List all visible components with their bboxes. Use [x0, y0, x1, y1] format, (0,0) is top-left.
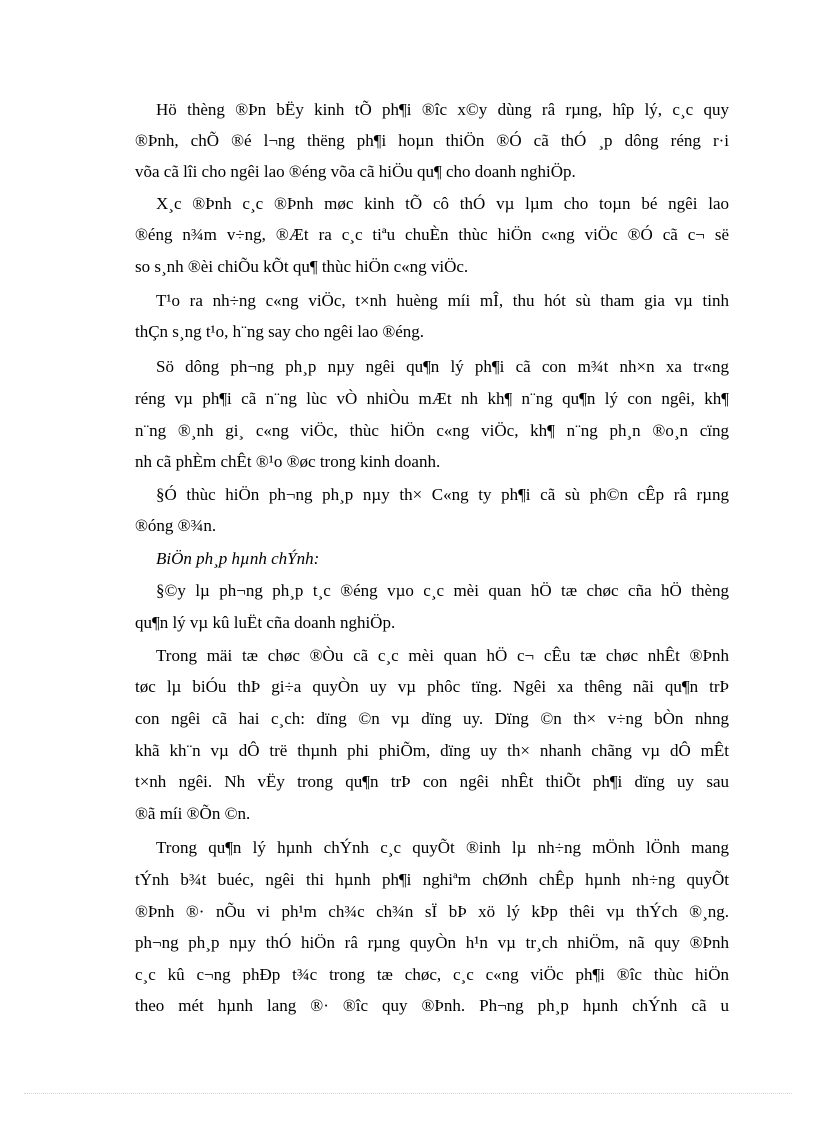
text-line: T¹o ra nh÷ng c«ng viÖc, t×nh huèng míi mÎ, thu hót sù tham gia vµ tinh [156, 291, 729, 310]
text-line: con ngêi cã hai c¸ch: dïng ©n vµ dïng uy. Dïng ©n th× v÷ng bÒn nhng [135, 709, 729, 728]
page-bottom-divider [24, 1093, 792, 1094]
text-line: Trong qu¶n lý hµnh chÝnh c¸c quyÕt ®inh lµ nh÷ng mÖnh lÖnh mang [156, 838, 729, 857]
text-line: réng vµ ph¶i cã n¨ng lùc vÒ nhiÒu mÆt nh kh¶ n¨ng qu¶n lý con ngêi, kh¶ [135, 389, 729, 408]
text-line: ®Þnh, chÕ ®é l¬ng thëng ph¶i hoµn thiÖn ®Ó cã thÓ ¸p dông réng r·i [135, 131, 729, 150]
text-line: ®éng n¾m v÷ng, ®Æt ra c¸c tiªu chuÈn thùc hiÖn c«ng viÖc ®Ó cã c¬ së [135, 225, 729, 244]
text-line: khã kh¨n vµ dÔ trë thµnh phi phiÕm, dïng uy th× nhanh chãng vµ dÔ mÊt [135, 741, 729, 760]
text-line: ®óng ®¾n. [135, 516, 217, 535]
text-line: Sö dông ph¬ng ph¸p nµy ngêi qu¶n lý ph¶i cã con m¾t nh×n xa tr«ng [156, 357, 729, 376]
text-line: thÇn s¸ng t¹o, h¨ng say cho ngêi lao ®éng. [135, 322, 425, 341]
text-line: ®Þnh ®· nÕu vi ph¹m ch¾c ch¾n sÏ bÞ xö lý kÞp thêi vµ thÝch ®¸ng. [135, 902, 729, 921]
text-line: t×nh ngêi. Nh vËy trong qu¶n trÞ con ngêi nhÊt thiÕt ph¶i dïng uy sau [135, 772, 729, 791]
section-heading: BiÖn ph¸p hµnh chÝnh: [156, 549, 320, 568]
text-line: c¸c kû c¬ng phÐp t¾c trong tæ chøc, c¸c c«ng viÖc ph¶i ®îc thùc hiÖn [135, 965, 729, 984]
text-line: theo mét hµnh lang ®· ®îc quy ®Þnh. Ph¬ng ph¸p hµnh chÝnh cã u [135, 996, 729, 1015]
text-line: Trong mäi tæ chøc ®Òu cã c¸c mèi quan hÖ c¬ cÊu tæ chøc nhÊt ®Þnh [156, 646, 729, 665]
text-line: §Ó thùc hiÖn ph¬ng ph¸p nµy th× C«ng ty ph¶i cã sù ph©n cÊp râ rµng [156, 485, 729, 504]
text-line: võa cã lîi cho ngêi lao ®éng võa cã hiÖu qu¶ cho doanh nghiÖp. [135, 162, 576, 181]
text-line: Hö thèng ®Þn bËy kinh tÕ ph¶i ®îc x©y dùng râ rµng, hîp lý, c¸c quy [156, 100, 729, 119]
text-line: tÝnh b¾t buéc, ngêi thi hµnh ph¶i nghiªm chØnh chÊp hµnh nh÷ng quyÕt [135, 870, 729, 889]
text-line: qu¶n lý vµ kû luËt cña doanh nghiÖp. [135, 613, 396, 632]
text-line: nh cã phÈm chÊt ®¹o ®øc trong kinh doanh. [135, 452, 441, 471]
text-line: so s¸nh ®èi chiÕu kÕt qu¶ thùc hiÖn c«ng viÖc. [135, 257, 469, 276]
text-line: ph¬ng ph¸p nµy thÓ hiÖn râ rµng quyÒn h¹n vµ tr¸ch nhiÖm, nã quy ®Þnh [135, 933, 729, 952]
text-line: ®ã míi ®Õn ©n. [135, 804, 251, 823]
text-line: §©y lµ ph¬ng ph¸p t¸c ®éng vµo c¸c mèi quan hÖ tæ chøc cña hÖ thèng [156, 581, 729, 600]
text-line: tøc lµ biÓu thÞ gi÷a quyÒn uy vµ phôc tïng. Ngêi xa thêng nãi qu¶n trÞ [135, 677, 729, 696]
text-line: n¨ng ®¸nh gi¸ c«ng viÖc, thùc hiÖn c«ng viÖc, kh¶ n¨ng ph¸n ®o¸n cïng [135, 421, 729, 440]
text-line: X¸c ®Þnh c¸c ®Þnh møc kinh tÕ cô thÓ vµ lµm cho toµn bé ngêi lao [156, 194, 729, 213]
